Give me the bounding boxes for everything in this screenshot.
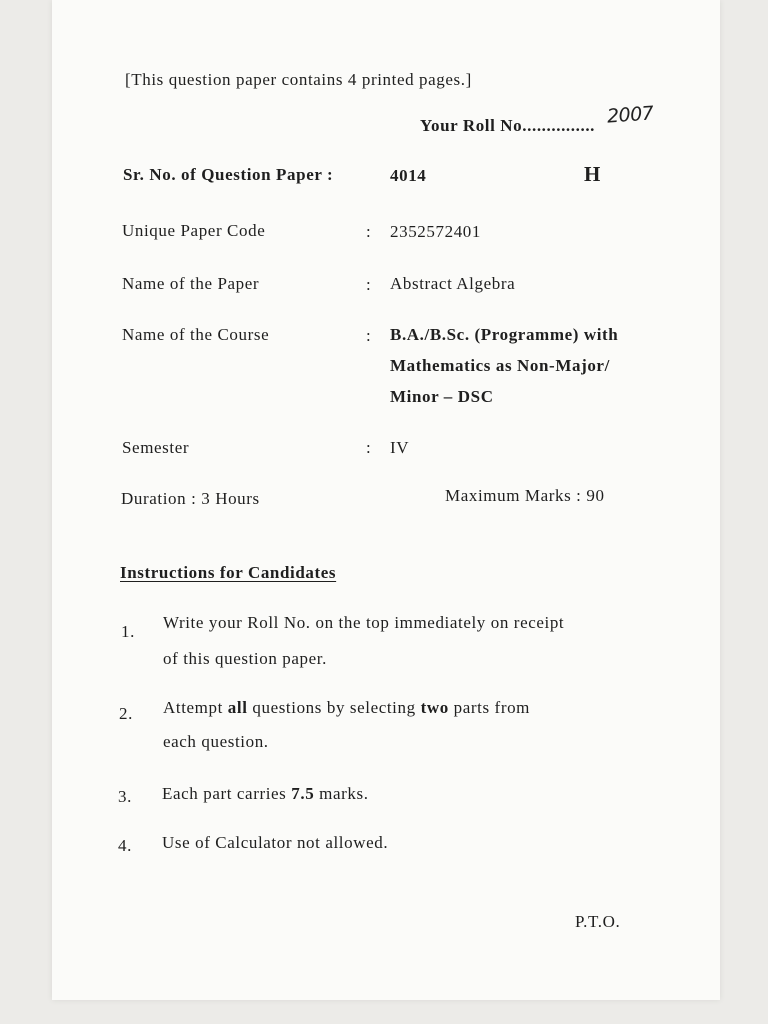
colon-separator: : xyxy=(366,222,372,241)
instruction-2-line-1 xyxy=(163,698,530,718)
instruction-1-line-1: Write your Roll No. on the top immediately on receipt xyxy=(163,613,565,632)
instruction-3-bold-marks: 7.5 xyxy=(291,784,315,803)
course-name-line-3: Minor – DSC xyxy=(390,387,494,406)
instruction-number: 2. xyxy=(119,704,133,723)
instruction-3-text-post: marks. xyxy=(314,784,369,803)
question-paper-page xyxy=(52,0,720,1000)
instruction-2-bold-two: two xyxy=(420,698,449,717)
maximum-marks: Maximum Marks : 90 xyxy=(445,486,605,505)
instructions-heading: Instructions for Candidates xyxy=(120,563,337,582)
instruction-number: 1. xyxy=(121,622,135,641)
instruction-number: 3. xyxy=(118,787,132,806)
instruction-1-line-2: of this question paper. xyxy=(163,649,327,668)
roll-number-label: Your Roll No............... xyxy=(420,116,596,135)
paper-name-label: Name of the Paper xyxy=(122,274,260,293)
sr-no-label: Sr. No. of Question Paper : xyxy=(123,165,334,184)
please-turn-over: P.T.O. xyxy=(575,912,621,931)
colon-separator: : xyxy=(366,438,372,457)
unique-paper-code-value: 2352572401 xyxy=(390,222,481,241)
colon-separator: : xyxy=(366,326,372,345)
unique-paper-code-label: Unique Paper Code xyxy=(122,221,266,240)
instruction-4: Use of Calculator not allowed. xyxy=(162,833,389,852)
semester-value: IV xyxy=(390,438,410,457)
paper-name-value: Abstract Algebra xyxy=(390,274,516,293)
duration: Duration : 3 Hours xyxy=(121,489,260,508)
instruction-3 xyxy=(162,784,369,804)
instruction-2-text-pre: Attempt xyxy=(163,698,228,717)
course-name-line-1: B.A./B.Sc. (Programme) with xyxy=(390,325,619,344)
semester-label: Semester xyxy=(122,438,190,457)
set-code: H xyxy=(584,162,601,186)
instruction-2-bold-all: all xyxy=(227,698,248,717)
roll-number-handwritten: 2007 xyxy=(606,102,655,128)
instruction-2-text-mid: questions by selecting xyxy=(247,698,421,717)
instruction-number: 4. xyxy=(118,836,132,855)
pages-note: [This question paper contains 4 printed pages.] xyxy=(125,70,472,89)
sr-no-value: 4014 xyxy=(390,166,427,185)
course-name-label: Name of the Course xyxy=(122,325,270,344)
colon-separator: : xyxy=(366,275,372,294)
instruction-3-text-pre: Each part carries xyxy=(162,784,292,803)
instruction-2-text-post: parts from xyxy=(448,698,531,717)
course-name-line-2: Mathematics as Non-Major/ xyxy=(390,356,610,375)
instruction-2-line-2: each question. xyxy=(163,732,269,751)
